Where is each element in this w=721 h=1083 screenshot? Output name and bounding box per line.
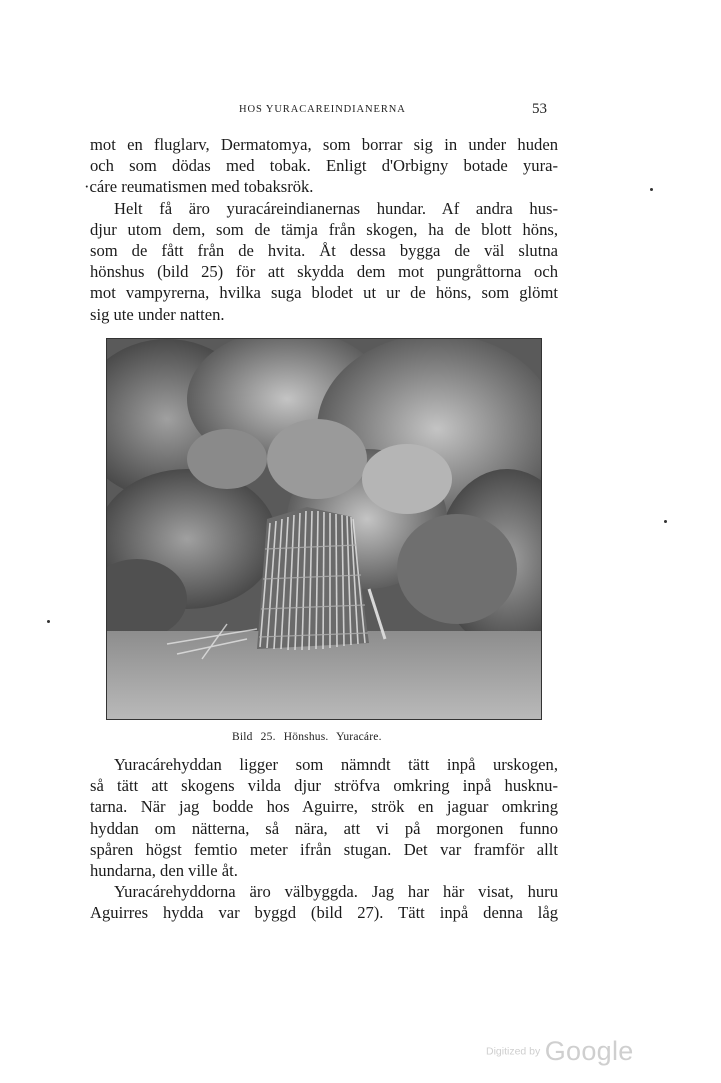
text-line: hyddan om nätterna, så nära, att vi på morgonen funno xyxy=(90,818,558,838)
text-line: tarna. När jag bodde hos Aguirre, strök en jaguar omkring xyxy=(90,797,558,817)
text-line: Helt få äro yuracáreindianernas hundar. Af andra hus- xyxy=(114,198,558,218)
margin-mark xyxy=(47,620,50,623)
margin-mark xyxy=(650,188,653,191)
watermark-prefix: Digitized by xyxy=(486,1045,541,1058)
text-line: ·cáre reumatismen med tobaksrök. xyxy=(84,177,314,197)
text-block-bottom xyxy=(90,754,558,924)
google-logo: Google xyxy=(544,1036,634,1066)
page-number: 53 xyxy=(532,101,547,117)
photo-figure xyxy=(106,338,542,720)
text-line: mot vampyrerna, hvilka suga blodet ut ur de höns, som glömt xyxy=(90,283,558,303)
margin-mark xyxy=(664,520,667,523)
photo-henhouse xyxy=(107,339,541,719)
running-head: HOS YURACAREINDIANERNA xyxy=(239,104,406,115)
text-line: Yuracárehyddan ligger som nämndt tätt inpå urskogen, xyxy=(114,755,558,774)
text-line: Aguirres hydda var byggd (bild 27). Tätt inpå denna låg xyxy=(90,903,558,923)
text-line: sig ute under natten. xyxy=(90,304,225,324)
text-line: och som dödas med tobak. Enligt d'Orbigny botade yura- xyxy=(90,156,558,176)
digitized-watermark xyxy=(486,1036,634,1067)
text-line: djur utom dem, som de tämja från skogen, ha de blott höns, xyxy=(90,219,558,239)
text-line: spåren högst femtio meter ifrån stugan. Det var framför allt xyxy=(90,839,558,859)
text-line: hundarna, den ville åt. xyxy=(90,861,238,881)
text-line: Yuracárehyddorna äro välbyggda. Jag har här visat, huru xyxy=(114,882,558,902)
figure-caption: Bild 25. Hönshus. Yuracáre. xyxy=(232,731,382,743)
text-line: så tätt att skogens vilda djur ströfva omkring inpå husknu- xyxy=(90,776,558,796)
text-line: hönshus (bild 25) för att skydda dem mot pungråttorna och xyxy=(90,262,558,282)
text-line: som de fått från de hvita. Åt dessa bygga de väl slutna xyxy=(90,241,558,261)
text-block-top xyxy=(84,134,558,325)
text-line: mot en fluglarv, Dermatomya, som borrar sig in under huden xyxy=(90,135,558,154)
